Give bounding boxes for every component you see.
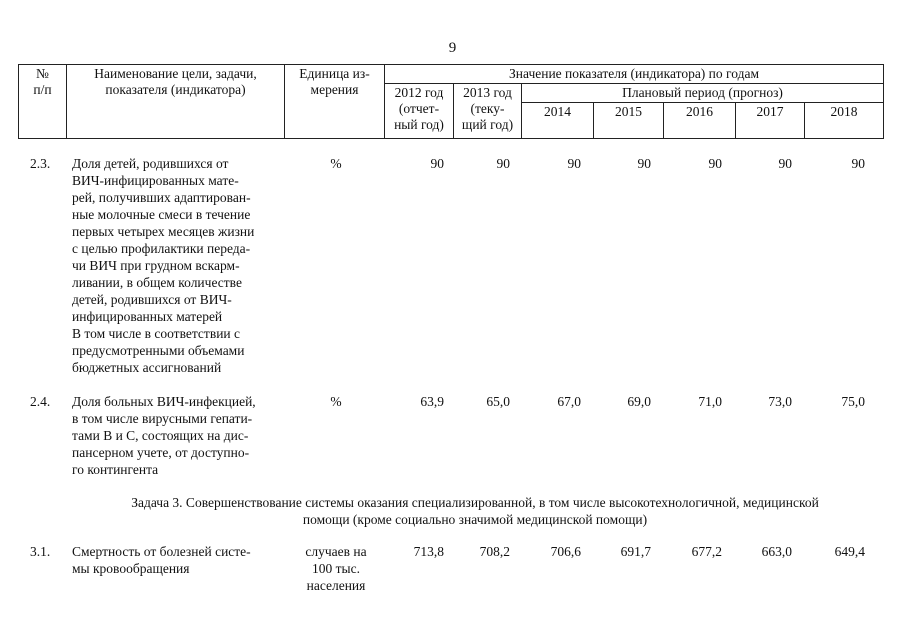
indicator-value: 90 xyxy=(851,156,865,171)
header-col-name: Наименование цели, задачи, показателя (индикатора) xyxy=(67,65,285,139)
header-year-2018: 2018 xyxy=(805,103,884,139)
header-col-2012: 2012 год (отчет- ный год) xyxy=(385,84,454,139)
header-col-values: Значение показателя (индикатора) по годам xyxy=(385,65,884,84)
indicator-value: 63,9 xyxy=(420,394,444,409)
page-number: 9 xyxy=(448,40,457,56)
indicator-name: Доля детей, родившихся от ВИЧ-инфицированных мате- рей, получивших адаптирован- ные молочные смеси в течение первых четырех месяцев жизни с целью профилактики переда- чи ВИЧ при грудном вскарм- ливании, в общем количестве детей, родившихся от ВИЧ- инфицированных матерей В том числе в соответствии с предусмотренными объемами бюджетных ассигнований xyxy=(72,156,255,375)
indicator-value: 90 xyxy=(567,156,581,171)
header-col-2013: 2013 год (теку- щий год) xyxy=(454,84,522,139)
indicator-value: 69,0 xyxy=(627,394,651,409)
indicator-value: 706,6 xyxy=(550,544,581,559)
indicator-value: 90 xyxy=(496,156,510,171)
indicator-value: 691,7 xyxy=(620,544,651,559)
indicator-value: 663,0 xyxy=(761,544,792,559)
indicator-value: 90 xyxy=(708,156,722,171)
task-3-heading: Задача 3. Совершенствование системы оказания специализированной, в том числе высокотехнологичной, медицинской помощи (кроме социально значимой медицинской помощи) xyxy=(131,495,819,527)
header-year-2016: 2016 xyxy=(664,103,736,139)
indicator-name: Смертность от болезней систе- мы кровообращения xyxy=(72,544,251,576)
header-year-2015: 2015 xyxy=(594,103,664,139)
row-number: 2.4. xyxy=(30,394,51,409)
indicator-value: 708,2 xyxy=(479,544,510,559)
header-col-number: № п/п xyxy=(19,65,67,139)
row-number: 3.1. xyxy=(30,544,51,559)
unit-of-measure: случаев на 100 тыс. населения xyxy=(305,544,367,593)
indicator-value: 67,0 xyxy=(557,394,581,409)
indicator-value: 713,8 xyxy=(413,544,444,559)
indicator-table-header xyxy=(18,64,884,139)
header-col-unit: Единица из- мерения xyxy=(285,65,385,139)
indicator-name: Доля больных ВИЧ-инфекцией, в том числе вирусными гепати- тами В и С, состоящих на дис- пансерном учете, от доступно- го контингента xyxy=(72,394,256,477)
unit-of-measure: % xyxy=(330,394,342,409)
header-col-plan: Плановый период (прогноз) xyxy=(522,84,884,103)
indicator-value: 65,0 xyxy=(486,394,510,409)
indicator-value: 90 xyxy=(430,156,444,171)
indicator-value: 90 xyxy=(778,156,792,171)
indicator-value: 677,2 xyxy=(691,544,722,559)
indicator-value: 649,4 xyxy=(834,544,865,559)
indicator-value: 73,0 xyxy=(768,394,792,409)
indicator-value: 90 xyxy=(637,156,651,171)
header-year-2017: 2017 xyxy=(736,103,805,139)
header-year-2014: 2014 xyxy=(522,103,594,139)
indicator-value: 71,0 xyxy=(698,394,722,409)
unit-of-measure: % xyxy=(330,156,342,171)
row-number: 2.3. xyxy=(30,156,51,171)
indicator-value: 75,0 xyxy=(841,394,865,409)
